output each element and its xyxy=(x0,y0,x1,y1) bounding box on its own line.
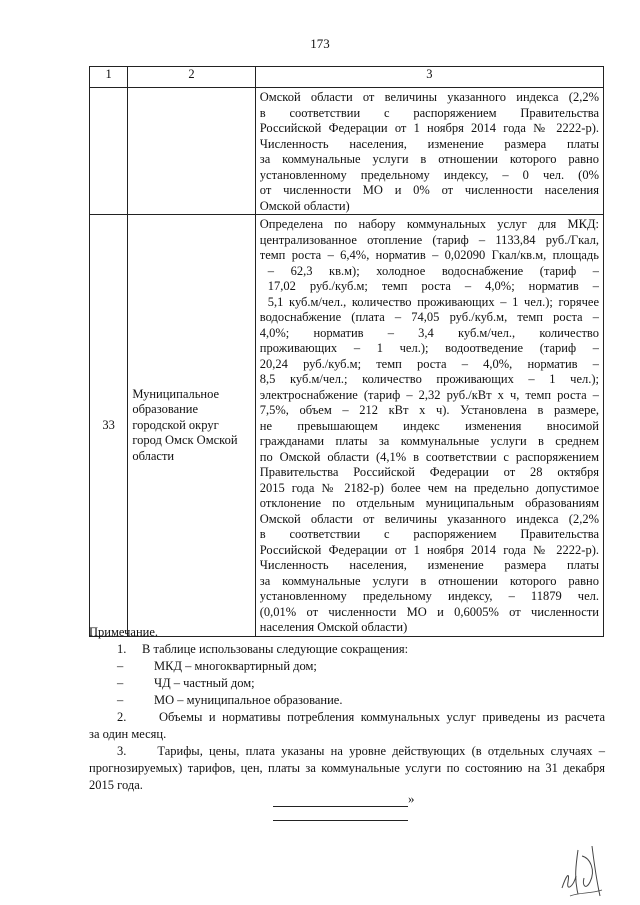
text-line: – 62,3 кв.м); холодное водоснабжение (тариф – xyxy=(267,263,599,278)
text-line: не превышающем индекс изменения вносимой xyxy=(259,418,599,433)
text-line: за коммунальные услуги в отношении которого равно xyxy=(259,152,599,166)
header-col-1: 1 xyxy=(90,67,128,88)
text-line: (0,01% от численности МО и 0,6005% от численности xyxy=(259,604,599,619)
text-line: Правительства Российской Федерации от 28 октября xyxy=(259,465,599,479)
notes-title: Примечание. xyxy=(89,625,159,639)
text-line: в соответствии с распоряжением Правительства xyxy=(259,527,599,541)
table-row-33 xyxy=(90,215,604,637)
municipality-name: Муниципальное образование городской округ город Омск Омской области xyxy=(128,215,255,637)
text-line: по Омской области (4,1% в соответствии с распоряжением xyxy=(259,449,599,464)
header-col-2: 2 xyxy=(128,67,255,88)
text-line: 8,5 куб.м/чел.; количество проживающих – 1 чел.); xyxy=(259,372,599,386)
text-line: населения Омской области) xyxy=(259,620,408,634)
text-line: 5,1 куб.м/чел., количество проживающих – 1 чел.); горячее xyxy=(267,294,599,309)
text-line: Определена по набору коммунальных услуг для МКД: xyxy=(259,217,599,231)
abbreviation-item xyxy=(89,658,605,675)
cell-number-empty xyxy=(90,88,128,215)
note-item-2-line-2: за один месяц. xyxy=(89,727,167,741)
signature-line-1 xyxy=(273,806,408,807)
text-line: 20,24 руб./куб.м; темп роста – 4,0%, норматив – xyxy=(259,356,599,371)
text-line: Численность населения, изменение размера платы xyxy=(259,136,599,151)
text-line: установленному предельному индексу, – 11879 чел. xyxy=(259,589,599,603)
text-line: темп роста – 6,4%, норматив – 0,02090 Гкал/кв.м, площадь xyxy=(259,248,599,262)
text-line: Российской Федерации от 1 ноября 2014 года № 2222-р). xyxy=(259,542,599,557)
notes-section xyxy=(89,624,605,794)
text-line: гражданами платы за коммунальные услуги в среднем xyxy=(259,434,599,448)
document-table xyxy=(89,66,604,637)
text-line: за коммунальные услуги в отношении которого равно xyxy=(259,573,599,588)
note-item-2-line-1: 2. Объемы и нормативы потребления коммунальных услуг приведены из расчета xyxy=(117,710,605,724)
text-line: Российской Федерации от 1 ноября 2014 года № 2222-р). xyxy=(259,121,599,135)
cell-municipality-empty xyxy=(128,88,255,215)
text-line: Омской области от величины указанного индекса (2,2% xyxy=(259,511,599,526)
text-line: отклонение по отдельным муниципальным образованиям xyxy=(259,496,599,510)
text-line: водоснабжение (плата – 74,05 руб./куб.м, темп роста – xyxy=(259,310,599,324)
text-line: в соответствии с распоряжением Правительства xyxy=(259,105,599,120)
table-row-continued xyxy=(90,88,604,215)
closing-quote: » xyxy=(408,791,415,806)
signature-line-2 xyxy=(273,820,408,821)
handwritten-signature-icon xyxy=(556,836,608,900)
text-line: установленному предельному индексу, – 0 чел. (0% xyxy=(259,167,599,182)
text-line: Омской области) xyxy=(259,198,350,213)
text-line: 4,0%; норматив – 3,4 куб.м/чел., количество xyxy=(259,325,599,340)
text-line: проживающих – 1 чел.); водоотведение (тариф – xyxy=(259,341,599,355)
dash-marker: – xyxy=(117,659,124,673)
text-line: электроснабжение (тариф – 2,32 руб./кВт х ч, темп роста – xyxy=(259,387,599,402)
abbreviation-text: ЧД – частный дом; xyxy=(154,676,255,690)
text-line: Омской области от величины указанного индекса (2,2% xyxy=(259,90,599,104)
text-line: Численность населения, изменение размера платы xyxy=(259,558,599,572)
table-header-row xyxy=(90,67,604,88)
dash-marker: – xyxy=(117,693,124,707)
text-line: 2015 года № 2182-р) более чем на предельно допустимое xyxy=(259,480,599,495)
page-number: 173 xyxy=(310,36,330,51)
dash-marker: – xyxy=(117,676,124,690)
abbreviation-text: МО – муниципальное образование. xyxy=(154,693,343,707)
cell-description xyxy=(255,215,603,637)
note-item-3-line-1: 3. Тарифы, цены, плата указаны на уровне действующих (в отдельных случаях – xyxy=(117,744,605,758)
abbreviation-text: МКД – многоквартирный дом; xyxy=(154,659,317,673)
text-line: от численности МО и 0% от численности населения xyxy=(259,183,599,197)
abbreviation-item xyxy=(89,675,605,692)
note-item-1: 1. В таблице использованы следующие сокращения: xyxy=(117,642,409,656)
cell-description-continued xyxy=(255,88,603,215)
row-number: 33 xyxy=(90,215,128,637)
header-col-3: 3 xyxy=(255,67,603,88)
text-line: 7,5%, объем – 212 кВт х ч). Установлена в размере, xyxy=(259,403,599,417)
note-item-3-line-3: 2015 года. xyxy=(89,778,143,792)
note-item-3-line-2: прогнозируемых) тарифов, цен, платы за коммунальные услуги по состоянию на 31 декабря xyxy=(89,761,605,775)
abbreviation-item xyxy=(89,692,605,709)
text-line: централизованное отопление (тариф – 1133,84 руб./Гкал, xyxy=(259,232,599,247)
text-line: 17,02 руб./куб.м; темп роста – 4,0%; норматив – xyxy=(267,279,599,293)
